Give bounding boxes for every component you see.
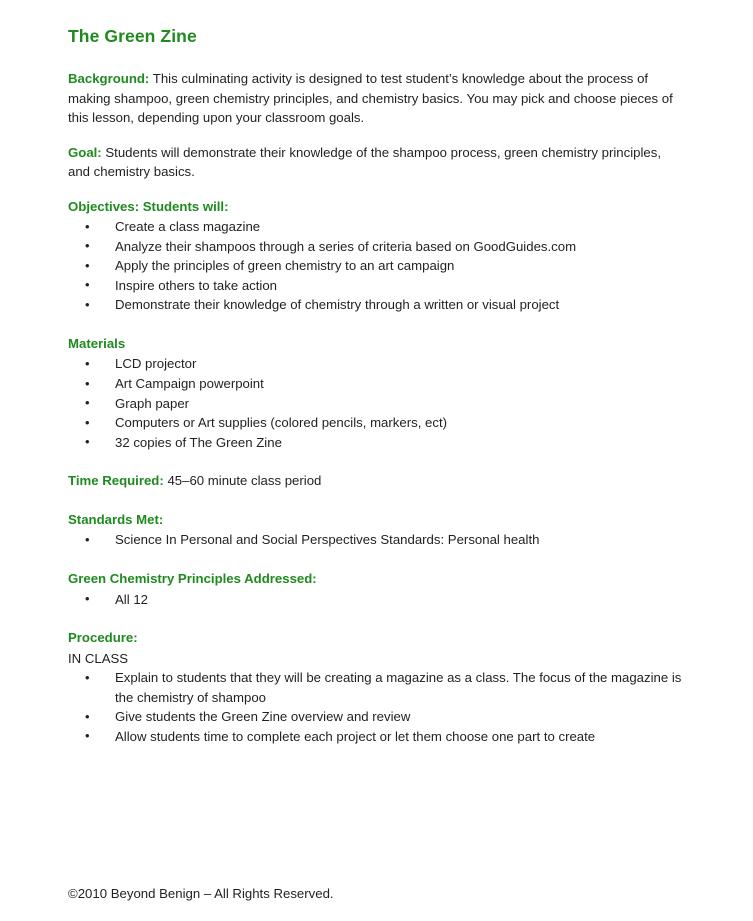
materials-list xyxy=(68,354,685,452)
goal-paragraph xyxy=(68,143,676,182)
list-item: • Art Campaign powerpoint xyxy=(68,374,685,394)
background-label: Background: xyxy=(68,71,150,86)
principles-list xyxy=(68,590,685,610)
procedure-subheading: IN CLASS xyxy=(68,650,129,666)
list-item: • Computers or Art supplies (colored pencils, markers, ect) xyxy=(68,413,685,433)
spacer xyxy=(68,550,685,569)
page-title: The Green Zine xyxy=(68,26,197,46)
principles-heading: Green Chemistry Principles Addressed: xyxy=(68,571,317,587)
time-required-text: 45–60 minute class period xyxy=(167,473,322,489)
list-item: • Apply the principles of green chemistry to an art campaign xyxy=(68,256,685,276)
standards-list xyxy=(68,530,685,550)
list-item: • Create a class magazine xyxy=(68,217,685,237)
spacer xyxy=(68,609,685,628)
spacer xyxy=(68,452,685,471)
list-item: • Give students the Green Zine overview and review xyxy=(68,707,685,727)
list-item: • Analyze their shampoos through a series of criteria based on GoodGuides.com xyxy=(68,237,685,257)
time-required-paragraph xyxy=(68,471,685,491)
goal-label: Goal: xyxy=(68,144,102,160)
objectives-heading: Objectives: Students will: xyxy=(68,198,229,214)
standards-heading: Standards Met: xyxy=(68,511,164,527)
time-required-label: Time Required: xyxy=(68,473,164,489)
background-text: This culminating activity is designed to test student’s knowledge about the process of making shampoo, green chemistry principles, and chemistry basics. You may pick and choose pieces of this lesson, depending upon your classroom goals. xyxy=(68,71,673,125)
list-item: • Science In Personal and Social Perspectives Standards: Personal health xyxy=(68,530,685,550)
list-item: • Allow students time to complete each project or let them choose one part to create xyxy=(68,727,685,747)
list-item: • Inspire others to take action xyxy=(68,276,685,296)
footer-copyright: ©2010 Beyond Benign – All Rights Reserved. xyxy=(68,886,334,901)
materials-heading: Materials xyxy=(68,335,126,351)
list-item: • Explain to students that they will be creating a magazine as a class. The focus of the magazine is the chemistry of shampoo xyxy=(68,668,685,707)
list-item: • Demonstrate their knowledge of chemistry through a written or visual project xyxy=(68,295,685,315)
objectives-list xyxy=(68,217,685,315)
background-paragraph xyxy=(68,69,676,128)
procedure-heading: Procedure: xyxy=(68,630,138,646)
goal-text: Students will demonstrate their knowledge of the shampoo process, green chemistry principles, and chemistry basics. xyxy=(68,144,661,179)
list-item: • All 12 xyxy=(68,590,685,610)
spacer xyxy=(68,491,685,510)
spacer xyxy=(68,315,685,334)
list-item: • LCD projector xyxy=(68,354,685,374)
list-item: • 32 copies of The Green Zine xyxy=(68,433,685,453)
procedure-list xyxy=(68,668,685,746)
list-item: • Graph paper xyxy=(68,394,685,414)
